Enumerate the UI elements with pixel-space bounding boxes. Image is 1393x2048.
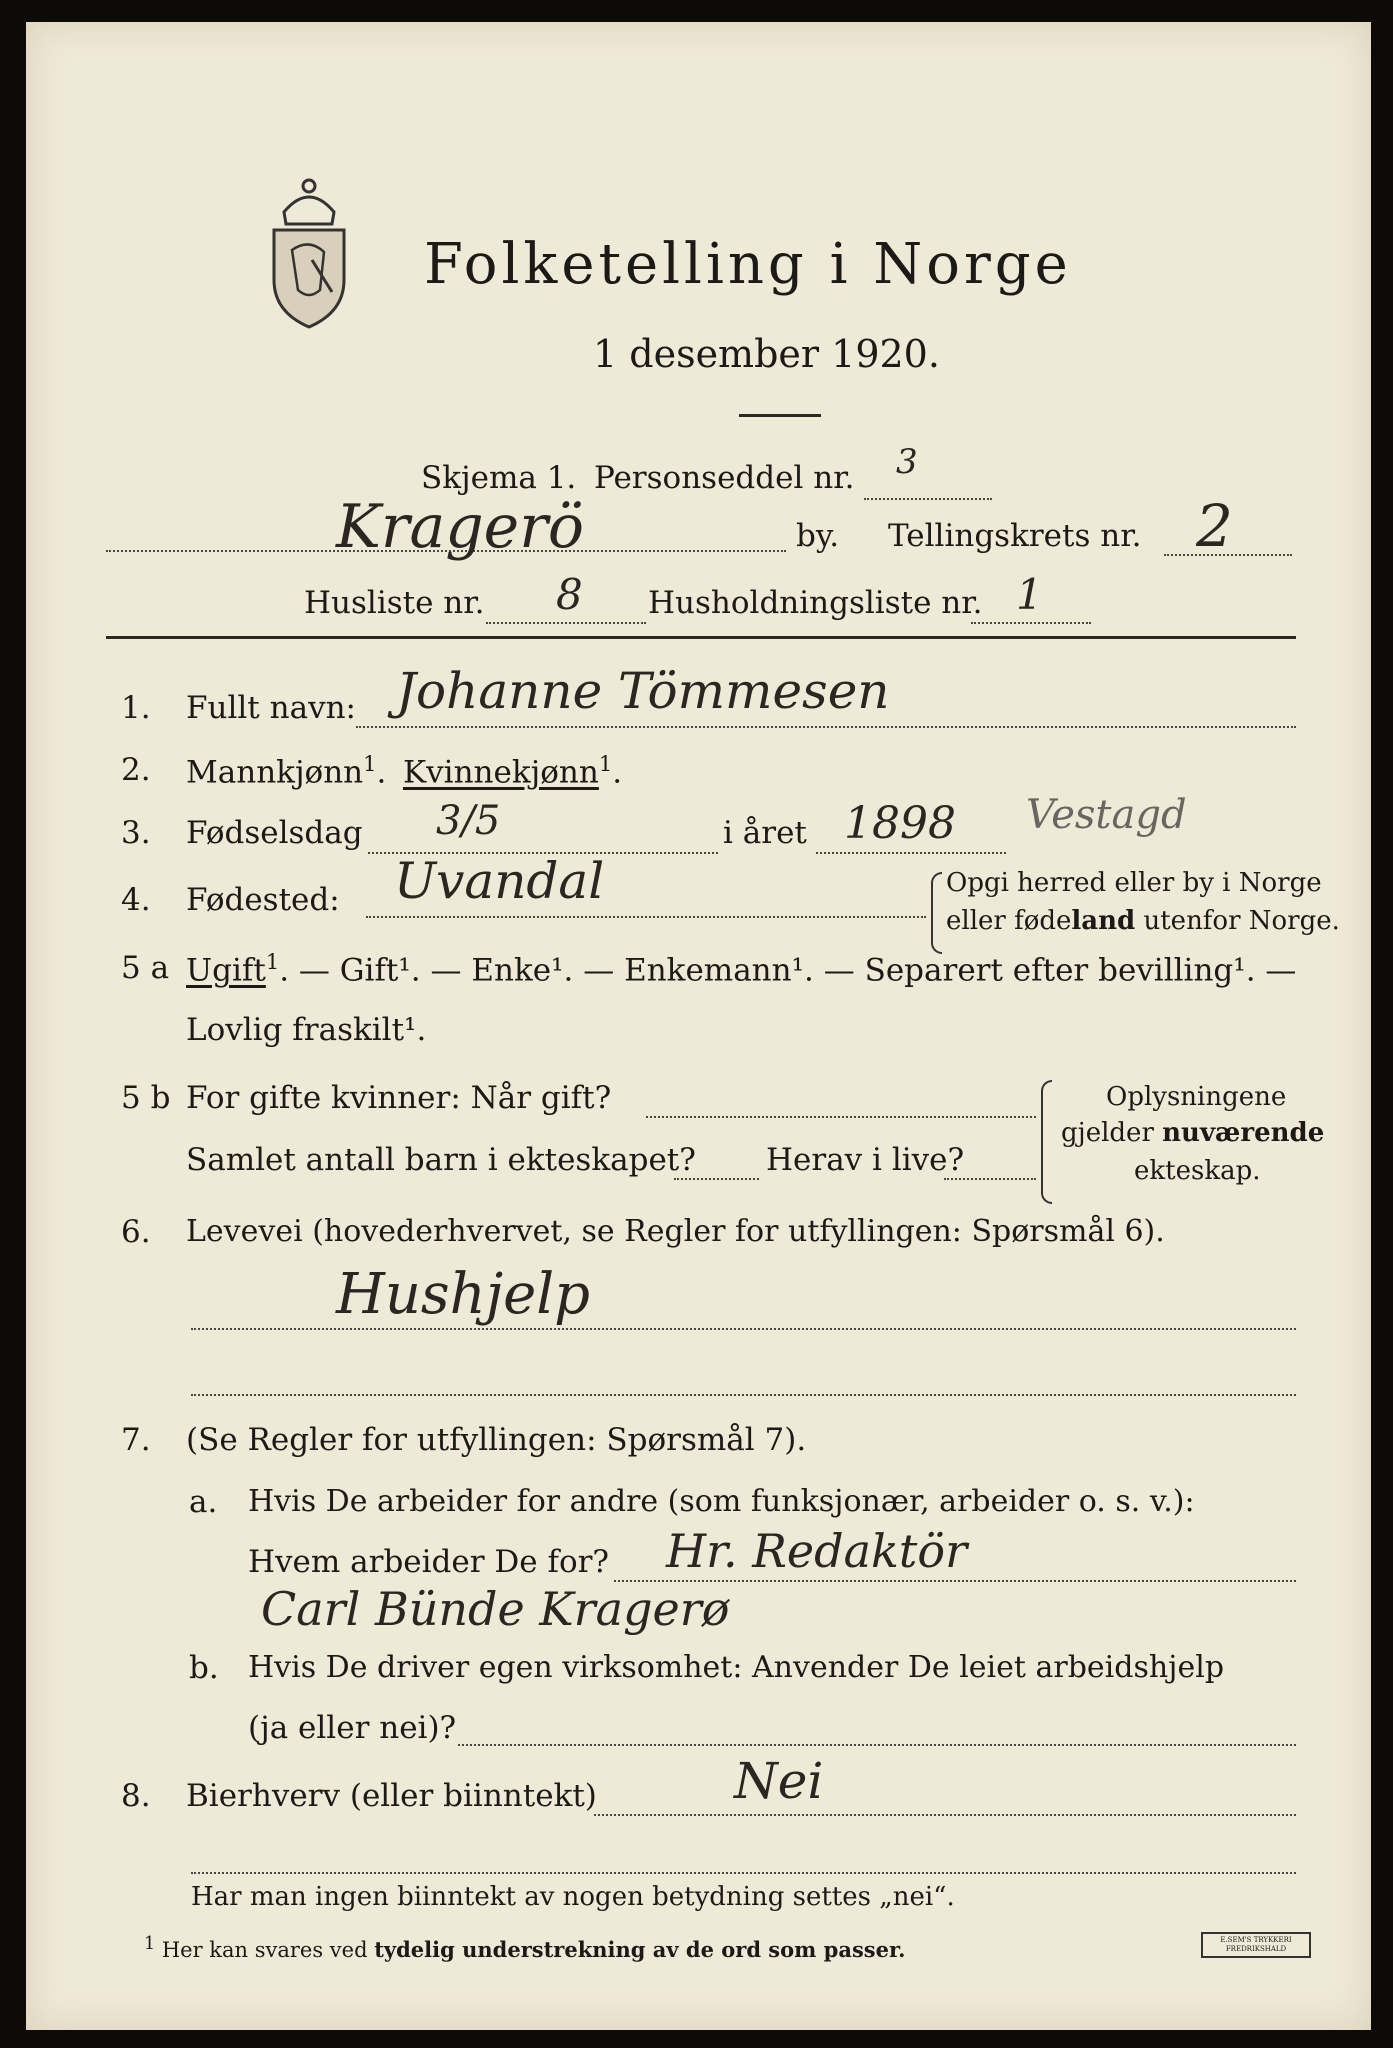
q4-value[interactable]: Uvandal: [394, 852, 605, 910]
q5b-note-3: ekteskap.: [1134, 1156, 1261, 1186]
q1-line: [356, 726, 1296, 728]
tellingskrets-label: Tellingskrets nr.: [888, 518, 1142, 554]
q4-hint-2: [946, 906, 1340, 936]
q5a-line2[interactable]: Lovlig fraskilt¹.: [186, 1012, 427, 1048]
q5b-label-1: For gifte kvinner: Når gift?: [186, 1080, 612, 1116]
q5b-note-2a: gjelder: [1061, 1118, 1163, 1148]
census-form-sheet: [26, 22, 1371, 2030]
q5a-ugift-sup: 1: [265, 950, 280, 974]
q8-label: Bierhverv (eller biinntekt): [186, 1778, 597, 1814]
q4-number: 4.: [121, 882, 151, 918]
footnote-number: 1: [144, 1934, 156, 1954]
q5a-ugift: Ugift: [186, 952, 266, 989]
skjema-label: Skjema 1.: [421, 460, 577, 496]
footnote-text-b: tydelig understrekning av de ord som passer.: [374, 1937, 906, 1962]
q5b-number: 5 b: [121, 1080, 171, 1116]
q8-value[interactable]: Nei: [734, 1752, 824, 1810]
q3-year-value[interactable]: 1898: [844, 798, 956, 849]
q5a-rest: . — Gift¹. — Enke¹. — Enkemann¹. — Separert efter bevilling¹. —: [279, 952, 1297, 989]
coat-of-arms-icon: [254, 172, 364, 332]
tellingskrets-value[interactable]: 2: [1196, 492, 1233, 560]
q6-line-1: [191, 1328, 1296, 1330]
q3-note[interactable]: Vestagd: [1026, 792, 1187, 838]
q7a-number: a.: [189, 1484, 218, 1520]
q4-line: [366, 916, 926, 918]
q2-kvinne-dot: .: [612, 754, 623, 791]
q5b-line-1[interactable]: [646, 1116, 1036, 1118]
q4-hint-2b: land: [1071, 906, 1136, 936]
q2-mann[interactable]: [186, 752, 386, 790]
q4-label: Fødested:: [186, 882, 340, 918]
husholdningsliste-value[interactable]: 1: [1016, 570, 1043, 619]
personseddel-value[interactable]: 3: [896, 442, 918, 482]
q4-hint-2a: eller føde: [946, 906, 1072, 936]
q6-value[interactable]: Hushjelp: [336, 1262, 590, 1327]
q2-mann-label: Mannkjønn: [186, 754, 364, 791]
q4-hint-2c: utenfor Norge.: [1135, 906, 1340, 936]
q2-kvinne-label: Kvinnekjønn: [403, 754, 599, 791]
footer-dotted-rule: [191, 1872, 1296, 1874]
husliste-label: Husliste nr.: [304, 585, 485, 621]
q6-line-2: [191, 1394, 1296, 1396]
q5b-note-2b: nuværende: [1162, 1118, 1325, 1148]
q3-label: Fødselsdag: [186, 815, 363, 851]
q7b-number: b.: [189, 1650, 219, 1686]
header-rule: [106, 636, 1296, 639]
q2-number: 2.: [121, 752, 151, 788]
q3-year-label: i året: [723, 815, 807, 851]
census-date: 1 desember 1920.: [593, 332, 940, 376]
q5b-label-3: Herav i live?: [766, 1142, 965, 1178]
q3-year-line: [816, 852, 1006, 854]
q2-mann-sup: 1: [363, 752, 377, 776]
q2-kvinne[interactable]: [403, 752, 622, 790]
q1-value[interactable]: Johanne Tömmesen: [396, 662, 890, 720]
q4-hint-1: Opgi herred eller by i Norge: [946, 868, 1322, 898]
q5b-note-1: Oplysningene: [1106, 1082, 1287, 1112]
q6-label: Levevei (hovederhvervet, se Regler for utfyllingen: Spørsmål 6).: [186, 1214, 1165, 1249]
q5b-note-2: [1061, 1118, 1324, 1148]
husholdningsliste-line: [971, 622, 1091, 624]
q5b-label-2: Samlet antall barn i ekteskapet?: [186, 1142, 696, 1178]
q5a-options[interactable]: [186, 950, 1296, 988]
q8-number: 8.: [121, 1778, 151, 1814]
q5b-brace: [1041, 1080, 1052, 1204]
form-title: Folketelling i Norge: [424, 232, 1072, 297]
personseddel-label: Personseddel nr.: [594, 460, 855, 496]
title-divider: [739, 414, 821, 417]
q7a-value-2[interactable]: Carl Bünde Kragerø: [261, 1582, 730, 1636]
footnote-text-a: Her kan svares ved: [161, 1938, 375, 1962]
q7b-label-2: (ja eller nei)?: [248, 1710, 457, 1746]
q1-label: Fullt navn:: [186, 690, 356, 726]
q5a-number: 5 a: [121, 950, 170, 986]
q5b-line-3[interactable]: [944, 1178, 1036, 1180]
q7-number: 7.: [121, 1422, 151, 1458]
q7a-label-2: Hvem arbeider De for?: [248, 1544, 610, 1580]
q7-label: (Se Regler for utfyllingen: Spørsmål 7).: [186, 1422, 807, 1458]
q1-number: 1.: [121, 690, 151, 726]
husholdningsliste-label: Husholdningsliste nr.: [648, 585, 983, 621]
q3-day-value[interactable]: 3/5: [436, 798, 501, 844]
q4-brace: [931, 872, 942, 954]
by-label: by.: [796, 518, 840, 554]
q7a-label: Hvis De arbeider for andre (som funksjonær, arbeider o. s. v.):: [248, 1484, 1195, 1519]
footnote: [144, 1934, 905, 1962]
printer-stamp: E.SEM'S TRYKKERI FREDRIKSHALD: [1201, 1932, 1311, 1958]
q2-kvinne-sup: 1: [598, 752, 613, 776]
q7b-label: Hvis De driver egen virksomhet: Anvender De leiet arbeidshjelp: [248, 1650, 1225, 1685]
q7b-line[interactable]: [458, 1744, 1296, 1746]
husliste-value[interactable]: 8: [556, 570, 583, 619]
q8-line: [594, 1814, 1296, 1816]
husliste-line: [486, 622, 646, 624]
q2-mann-dot: .: [376, 754, 387, 791]
personseddel-line: [864, 498, 992, 500]
q6-number: 6.: [121, 1214, 151, 1250]
q5b-line-2[interactable]: [674, 1178, 759, 1180]
by-value[interactable]: Kragerö: [336, 492, 584, 562]
footer-note: Har man ingen biinntekt av nogen betydning settes „nei“.: [191, 1882, 955, 1912]
q3-number: 3.: [121, 815, 151, 851]
q7a-value-1[interactable]: Hr. Redaktör: [666, 1524, 968, 1578]
